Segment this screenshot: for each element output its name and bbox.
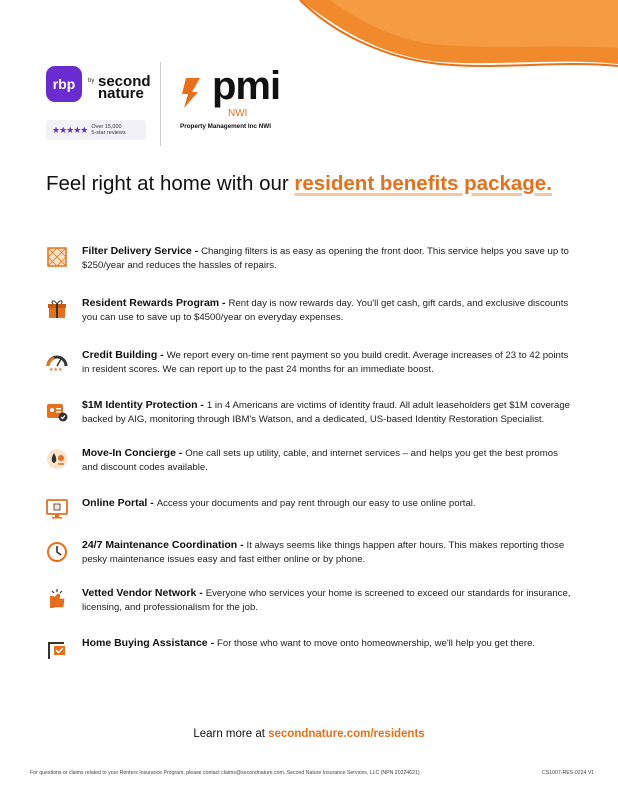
- utilities-icon: [46, 448, 68, 470]
- rbp-by-label: by: [88, 78, 95, 84]
- benefit-body: Rent day is now rewards day. You'll get cash, gift cards, and exclusive discounts you can use to save up to $4500/year on everyday expenses.: [82, 298, 569, 323]
- headline-lead: Feel right at home with our: [46, 172, 295, 195]
- rbp-logo: rbp: [46, 66, 82, 102]
- logo-divider: [160, 62, 161, 146]
- footer-code: CS1007-RES-0224 V1: [542, 770, 595, 776]
- benefit-title: $1M Identity Protection -: [82, 399, 207, 411]
- benefit-title: Filter Delivery Service -: [82, 245, 201, 257]
- pmi-region: NWI: [228, 108, 248, 119]
- portal-monitor-icon: [46, 498, 68, 520]
- benefit-body: One call sets up utility, cable, and internet services – and helps you get the best promos and discount codes available.: [82, 448, 558, 473]
- benefit-body: Everyone who services your home is screened to exceed our standards for insurance, licensing, and professionalism for the job.: [82, 588, 571, 613]
- benefit-title: Resident Rewards Program -: [82, 297, 228, 309]
- second-nature-wordmark: second nature: [98, 73, 151, 102]
- clock-icon: [46, 540, 68, 562]
- benefit-title: Home Buying Assistance -: [82, 637, 217, 649]
- learn-more-lead: Learn more at: [193, 728, 269, 740]
- benefit-body: We report every on-time rent payment so you build credit. Average increases of 23 to 42 points in resident scores. We can report up to the past 24 months for an immediate boost.: [82, 350, 569, 375]
- gift-icon: [46, 298, 68, 320]
- vetted-vendor-icon: [46, 588, 68, 610]
- benefit-title: 24/7 Maintenance Coordination -: [82, 539, 247, 551]
- headline-accent: resident benefits package.: [294, 172, 552, 195]
- benefit-body: It always seems like things happen after hours. This makes reporting those pesky maintenance issues easy and fast either online or by phone.: [82, 540, 565, 565]
- learn-more-line: [0, 728, 618, 740]
- benefit-body: 1 in 4 Americans are victims of identity fraud. All adult leaseholders get $1M coverage backed by AIG, monitoring through IBM's Watson, and a dedicated, US-based Identity Restoration Specialist.: [82, 400, 571, 425]
- page-headline: [46, 172, 586, 196]
- benefit-title: Vetted Vendor Network -: [82, 587, 206, 599]
- reviews-badge: [46, 120, 146, 140]
- benefit-body: For those who want to move onto homeownership, we'll help you get there.: [217, 638, 536, 649]
- footer-disclaimer: For questions or claims related to your Renters Insurance Program, please contact claims@secondnature.com. Second Nature Insurance Services, LLC (NPN 20224621): [30, 770, 420, 776]
- reviews-caption: 5-star reviews: [91, 130, 126, 136]
- rating-stars-icon: ★★★★★: [52, 124, 88, 135]
- identity-shield-icon: [46, 400, 68, 422]
- reviews-text: [91, 124, 125, 136]
- filter-icon: [46, 246, 68, 268]
- learn-more-link[interactable]: secondnature.com/residents: [268, 728, 425, 740]
- benefit-body: Access your documents and pay rent through our easy to use online portal.: [156, 498, 476, 509]
- home-buying-icon: [46, 638, 68, 660]
- svg-text:★★★: ★★★: [49, 367, 63, 372]
- benefit-title: Credit Building -: [82, 349, 167, 361]
- credit-gauge-icon: [46, 350, 68, 372]
- orange-wave-banner: [0, 0, 618, 120]
- pmi-wordmark: pmi: [212, 64, 281, 108]
- benefit-title: Move-In Concierge -: [82, 447, 185, 459]
- benefit-title: Online Portal -: [82, 497, 157, 509]
- benefit-body: Changing filters is as easy as opening the front door. This service helps you save up to $250/year and reduces the hassles of repairs.: [82, 246, 569, 271]
- reviews-count: Over 15,000: [91, 124, 122, 130]
- pmi-subtitle: Property Management Inc NWI: [180, 123, 271, 130]
- pmi-logo-mark-icon: [178, 76, 206, 110]
